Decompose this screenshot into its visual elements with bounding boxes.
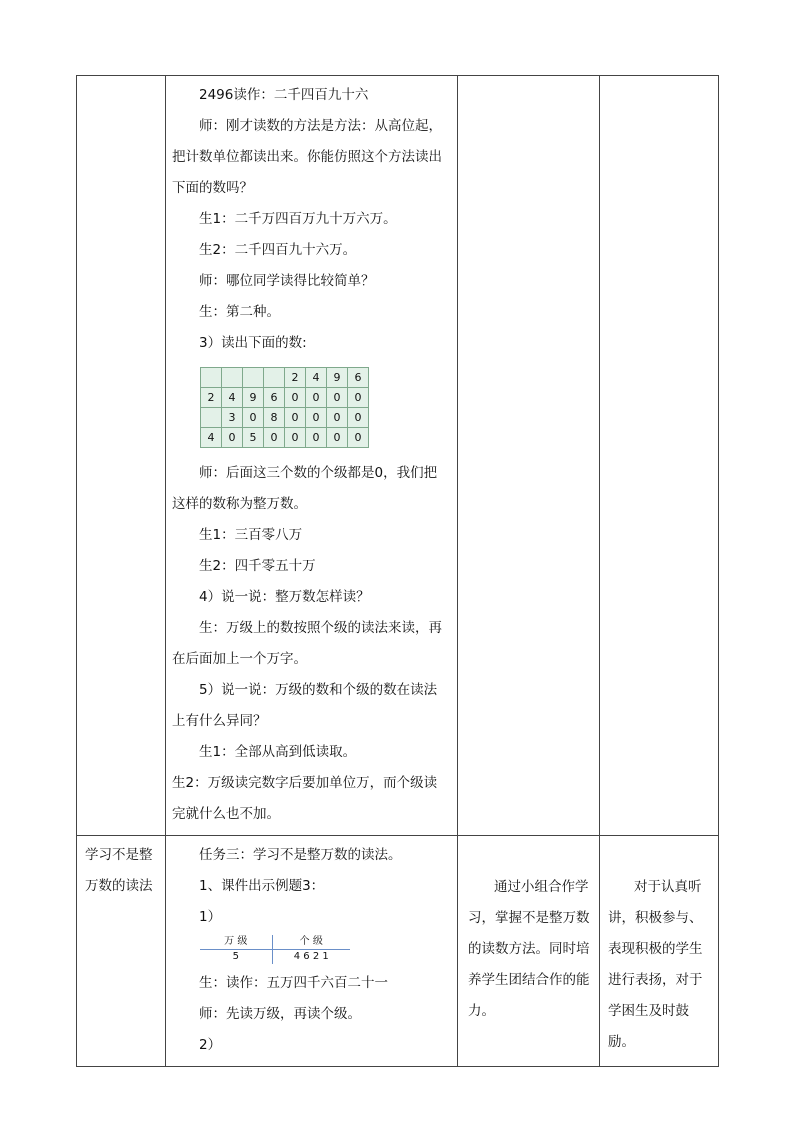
text-line: 进行表扬，对于 (608, 972, 703, 988)
activity-cell (77, 836, 166, 1067)
text-line: 4）说一说：整万数怎样读？ (199, 589, 370, 605)
grid-cell (201, 408, 222, 428)
text-line: 下面的数吗？ (172, 180, 253, 196)
grid-cell: 0 (327, 408, 348, 428)
grid-cell: 4 (201, 428, 222, 448)
text-line: 师：先读万级，再读个级。 (199, 1006, 361, 1022)
activity-cell (77, 76, 166, 836)
place-value-ge: 4 6 2 1 (293, 951, 329, 962)
intent-cell (458, 836, 600, 1067)
grid-cell: 0 (306, 408, 327, 428)
grid-row (201, 368, 369, 388)
text-line: 生2：万级读完数字后要加单位万，而个级读 (172, 775, 438, 791)
evaluation-text (600, 836, 718, 1058)
text-line: 任务三：学习不是整万数的读法。 (199, 847, 402, 863)
grid-row (201, 428, 369, 448)
grid-cell (222, 368, 243, 388)
text-line: 生：万级上的数按照个级的读法来读，再 (199, 620, 442, 636)
grid-cell: 5 (243, 428, 264, 448)
text-line: 完就什么也不加。 (172, 806, 280, 822)
grid-cell: 6 (348, 368, 369, 388)
place-header-ge: 个 级 (299, 936, 323, 947)
grid-cell: 0 (285, 428, 306, 448)
text-line: 养学生团结合作的能 (468, 972, 590, 988)
text-line: 学习不是整 (85, 847, 153, 863)
grid-cell: 6 (264, 388, 285, 408)
grid-cell: 0 (285, 388, 306, 408)
activity-label (77, 836, 165, 902)
number-grid (200, 367, 451, 448)
text-line: 师：后面这三个数的个级都是0，我们把 (199, 465, 438, 481)
text-line: 1、课件出示例题3： (199, 878, 325, 894)
grid-cell: 0 (264, 428, 285, 448)
grid-cell: 0 (348, 408, 369, 428)
place-header-wan: 万 级 (200, 935, 273, 949)
process-cell (166, 836, 458, 1067)
text-line: 生1：全部从高到低读取。 (199, 744, 357, 760)
evaluation-cell (600, 836, 719, 1067)
intent-text (458, 836, 599, 1027)
text-line: 1） (199, 909, 222, 925)
text-line: 这样的数称为整万数。 (172, 496, 307, 512)
intent-cell (458, 76, 600, 836)
text-line: 表现积极的学生 (608, 941, 703, 957)
text-line: 通过小组合作学 (494, 879, 589, 895)
intent-text (458, 76, 599, 112)
grid-cell: 0 (348, 388, 369, 408)
text-line: 的读数方法。同时培 (468, 941, 590, 957)
grid-cell (243, 368, 264, 388)
grid-cell (264, 368, 285, 388)
grid-row (201, 388, 369, 408)
text-line: 习，掌握不是整万数 (468, 910, 590, 926)
grid-cell (201, 368, 222, 388)
text-line: 5）说一说：万级的数和个级的数在读法 (199, 682, 438, 698)
text-line: 对于认真听 (634, 879, 702, 895)
grid-cell: 0 (306, 428, 327, 448)
text-line: 师：刚才读数的方法是方法：从高位起， (199, 118, 442, 134)
text-line: 生1：三百零八万 (199, 527, 303, 543)
evaluation-text (600, 76, 718, 112)
grid-row (201, 408, 369, 428)
grid-cell: 0 (243, 408, 264, 428)
place-value-wan: 5 (200, 950, 273, 964)
table-row (77, 836, 719, 1067)
text-line: 生2：四千零五十万 (199, 558, 316, 574)
text-line: 2496读作：二千四百九十六 (199, 87, 369, 103)
grid-cell: 0 (306, 388, 327, 408)
process-cell (166, 76, 458, 836)
text-line: 力。 (468, 1003, 495, 1019)
text-line: 把计数单位都读出来。你能仿照这个方法读出 (172, 149, 442, 165)
grid-cell: 3 (222, 408, 243, 428)
activity-label (77, 76, 165, 80)
grid-cell: 4 (222, 388, 243, 408)
text-line: 在后面加上一个万字。 (172, 651, 307, 667)
text-line: 万数的读法 (85, 878, 153, 894)
grid-cell: 0 (327, 388, 348, 408)
grid-cell: 4 (306, 368, 327, 388)
grid-cell: 0 (285, 408, 306, 428)
text-line: 师：哪位同学读得比较简单？ (199, 273, 375, 289)
text-line: 上有什么异同？ (172, 713, 267, 729)
grid-cell: 0 (348, 428, 369, 448)
text-line: 2） (199, 1037, 222, 1053)
text-line: 生：第二种。 (199, 304, 280, 320)
text-line: 生：读作：五万四千六百二十一 (199, 975, 388, 991)
text-line: 生1：二千万四百万九十万六万。 (199, 211, 397, 227)
process-content (166, 836, 457, 1061)
table-row (77, 76, 719, 836)
process-content (166, 76, 457, 830)
grid-cell: 8 (264, 408, 285, 428)
text-line: 讲，积极参与、 (608, 910, 703, 926)
text-line: 3）读出下面的数: (199, 335, 307, 351)
place-value-table (200, 935, 350, 964)
grid-cell: 9 (327, 368, 348, 388)
text-line: 生2：二千四百九十六万。 (199, 242, 357, 258)
grid-cell: 2 (285, 368, 306, 388)
text-line: 学困生及时鼓励。 (608, 1003, 689, 1050)
lesson-plan-table (76, 75, 719, 1067)
evaluation-cell (600, 76, 719, 836)
grid-cell: 2 (201, 388, 222, 408)
grid-cell: 0 (327, 428, 348, 448)
grid-cell: 9 (243, 388, 264, 408)
grid-cell: 0 (222, 428, 243, 448)
